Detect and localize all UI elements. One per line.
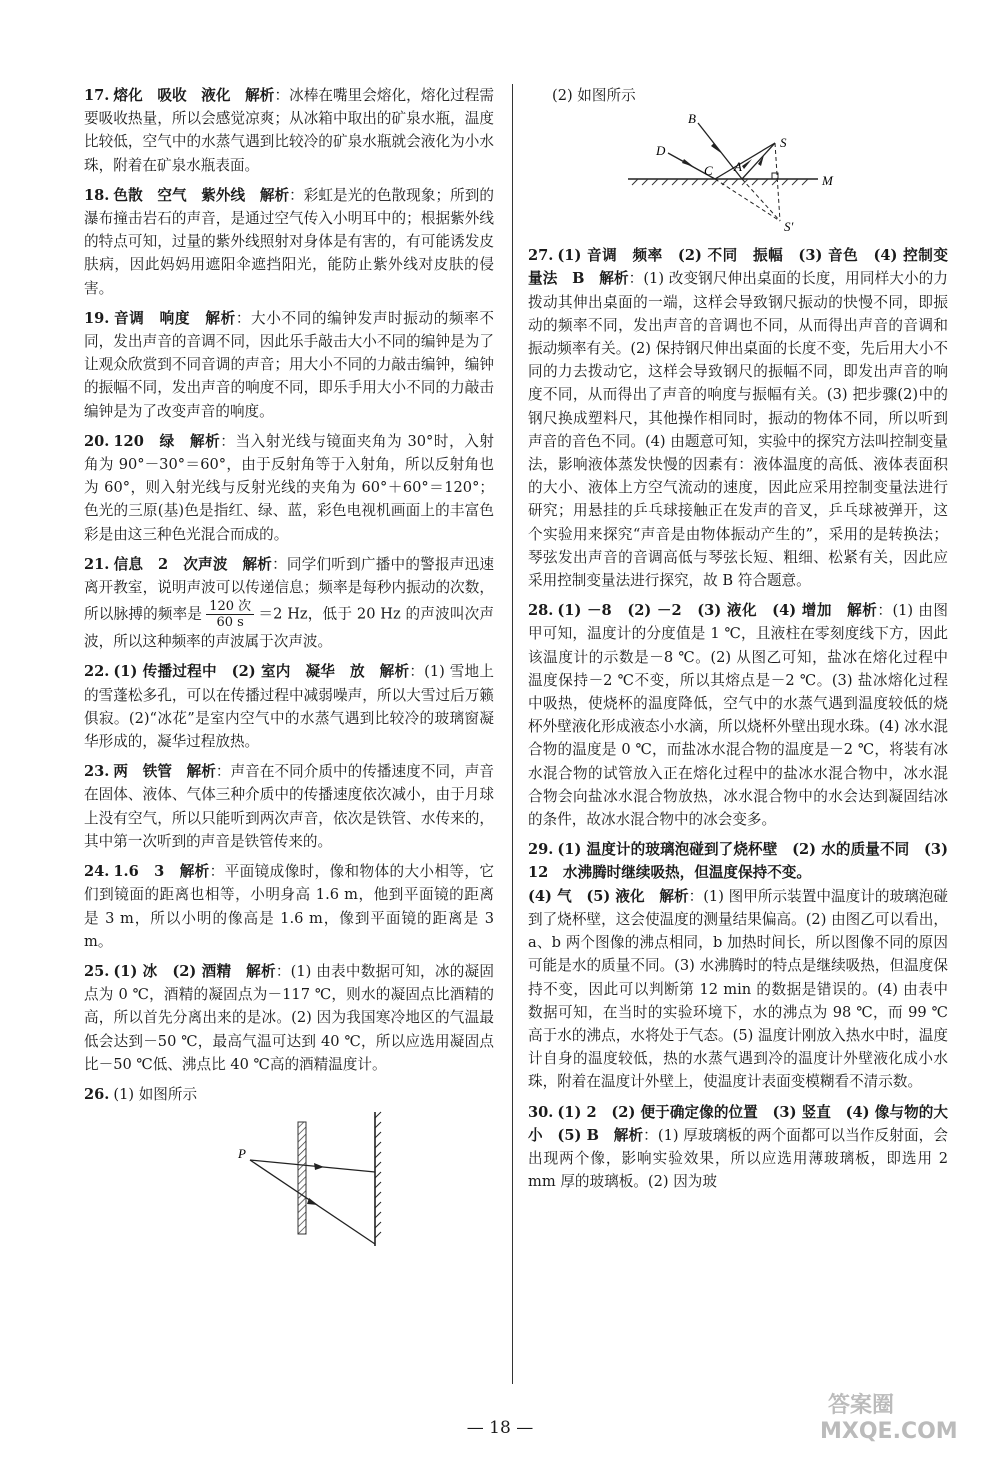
label-s-prime: S′ [784,219,794,235]
analysis-label: 解析 [613,1126,644,1144]
analysis-text: ：平面镜成像时，像和物体的大小相等，它们到镜面的距离也相等，小明身高 1.6 m，他到平面镜的距离是 3 m，所以小明的像高是 1.6 m，像到平面镜的距离是 3 m。 [84,863,494,950]
answer-text: (1) 2 (2) 便于确定像的位置 (3) 竖直 (4) 像与物的大小 (5) B [528,1103,948,1144]
analysis-text: ：(1) 厚玻璃板的两个面都可以当作反射面，会出现两个像，影响实验效果，所以应选用薄玻璃板，即选用 2 mm 厚的玻璃板。(2) 因为玻 [528,1126,948,1191]
watermark-line-2: MXQE.COM [820,1419,958,1444]
question-number: 28. [528,602,554,620]
answer-text: (2) 如图所示 [552,87,636,104]
arrow-head [682,159,694,167]
question-number: 27. [528,247,554,265]
question-number: 30. [528,1103,554,1121]
analysis-label: 解析 [847,602,878,620]
answer-27 [528,244,948,592]
watermark-line-1: 答案圈 [828,1393,895,1418]
analysis-text: ：(1) 由表中数据可知，冰的凝固点为 0 ℃，酒精的凝固点为－117 ℃，则水的凝固点比酒精的高，所以首先分离出来的是冰。(2) 因为我国寒冷地区的气温最低会达到－50 ℃，最高气温可达到 40 ℃，所以应选用凝固点比－50 ℃低、沸点比 40 ℃高的酒精温度计。 [84,962,494,1073]
mirror-hatching [632,179,808,185]
answer-21 [84,553,494,654]
arrow-head [314,1163,324,1170]
answer-text: 色散 空气 紫外线 [113,186,246,204]
answer-30 [528,1101,948,1194]
analysis-text: ：彩虹是光的色散现象；所到的瀑布撞击岩石的声音，是通过空气传入小明耳中的；根据紫外线的特点可知，过量的紫外线照射对身体是有害的，有可能诱发皮肤病，因此妈妈用遮阳伞遮挡阳光，能防止紫外线对皮肤的侵害。 [84,186,494,297]
question-number: 26. [84,1085,110,1103]
answer-text: (1) 如图所示 [113,1085,198,1103]
analysis-text-continued: ＝2 Hz，低于 20 Hz 的声波叫次声波，所以这种频率的声波属于次声波。 [84,605,494,651]
label-c: C [704,163,713,179]
fraction-denominator: 60 s [216,615,244,631]
analysis-label: 解析 [245,87,275,104]
analysis-label: 解析 [246,962,276,980]
question-number: 20. [84,432,110,450]
left-column [84,84,494,1255]
answer-23 [84,760,494,853]
analysis-label: 解析 [379,663,410,681]
answer-text: 两 铁管 [113,763,172,781]
answer-28 [528,599,948,831]
analysis-text: ：(1) 改变钢尺伸出桌面的长度，用同样大小的力拨动其伸出桌面的一端，这样会导致钢尺振动的快慢不同，即振动的频率不同，发出声音的音调也不同，从而得出声音的音调和振动频率有关。(2) 保持钢尺伸出桌面的长度不变，先后用大小不同的力去拨动它，这样会导致钢尺的振幅不同，即发出声音的响度不同，从而得出了声音的响度与振幅有关。(3) 把步骤(2)中的钢尺换成塑料尺，其他操作相同时，振动的物体不同，所以听到声音的音色不同。(4) 由题意可知，实验中的探究方法叫控制变量法，影响液体蒸发快慢的因素有：液体温度的高低、液体表面积的大小、液体上方空气流动的速度，因此应采用控制变量法进行研究；用悬挂的乒乓球接触正在发声的音叉，乒乓球被弹开，这个实验用来探究“声音是由物体振动产生的”，采用的是转换法；琴弦发出声音的音调高低与琴弦长短、粗细、松紧有关，因此应采用控制变量法进行探究，故 B 符合题意。 [528,270,948,590]
arrow-head [307,1198,318,1205]
fraction-numerator: 120 次 [206,599,254,615]
answer-text: 1.6 3 [113,863,165,881]
answer-text: (1) 温度计的玻璃泡碰到了烧杯壁 (2) 水的质量不同 (3) 12 水沸腾时继续吸热，但温度保持不变。 [528,841,948,882]
label-b: B [688,111,696,127]
answer-20 [84,430,494,546]
question-number: 21. [84,555,110,573]
label-d: D [656,143,666,159]
answer-18 [84,184,494,300]
analysis-label: 解析 [189,432,221,450]
answer-22 [84,660,494,753]
site-watermark-logo [798,1384,978,1444]
label-m: M [822,173,833,189]
analysis-text: ：大小不同的编钟发声时振动的频率不同，发出声音的音调不同，因此乐手敲击大小不同的编钟是为了让观众欣赏到不同音调的声音；用大小不同的力敲击编钟，编钟的振幅不同，发出声音的响度不同，即乐手用大小不同的力敲击编钟是为了改变声音的响度。 [84,309,494,420]
mirror-reflection-diagram-1 [84,1108,494,1248]
answer-29 [528,838,948,1093]
analysis-text: ：(1) 由图甲可知，温度计的分度值是 1 ℃，且液柱在零刻度线下方，因此该温度计的示数是－8 ℃。(2) 从图乙可知，盐冰在熔化过程中温度保持－2 ℃不变，所以其熔点是－2 ℃。(3) 盐冰熔化过程中吸热，使烧杯的温度降低，空气中的水蒸气遇到温度较低的烧杯外壁液化形成液态小水滴，所以烧杯外壁出现水珠。(4) 冰水混合物的温度是 0 ℃，而盐冰水混合物的温度是－2 ℃，将装有冰水混合物的试管放入正在熔化过程中的盐冰水混合物中，冰水混合物会向盐冰水混合物放热，冰水混合物中的水会达到凝固结冰的条件，故冰水混合物中的冰会变多。 [528,602,948,829]
answer-text: 120 绿 [113,432,175,450]
mirror-hatching [375,1112,381,1238]
question-number: 22. [84,663,110,681]
answer-24 [84,860,494,953]
analysis-label: 解析 [186,763,216,781]
answer-text: 信息 2 次声波 [113,555,228,573]
label-a: A [734,159,742,175]
analysis-label: 解析 [205,309,236,327]
normal-line [775,143,780,221]
question-number: 23. [84,763,110,781]
question-number: 29. [528,841,554,859]
question-number: 19. [84,309,110,327]
right-column [528,84,948,1200]
answer-text: (1) 传播过程中 (2) 室内 凝华 放 [113,663,365,681]
answer-text: 熔化 吸收 液化 [113,87,231,104]
answer-text: 音调 响度 [113,309,191,327]
answer-text: (1) 冰 (2) 酒精 [113,962,232,980]
frequency-fraction [206,599,254,630]
ray-reflected-c [715,143,775,179]
answer-26 [84,1083,494,1248]
analysis-label: 解析 [599,270,629,288]
answer-17 [84,84,494,177]
answer-text-continued: (4) 气 (5) 液化 [528,887,645,905]
ray-reflected-a [742,143,775,179]
analysis-label: 解析 [659,887,689,905]
analysis-text: ：(1) 图甲所示装置中温度计的玻璃泡碰到了烧杯壁，这会使温度的测量结果偏高。(2) 由图乙可以看出，a、b 两个图像的沸点相同，b 加热时间长，所以图像不同的原因可能是水的质量不同。(3) 水沸腾时的特点是继续吸热，但温度保持不变，因此可以判断第 12 min 的数据是错误的。(4) 由表中数据可知，在当时的实验环境下，水的沸点为 98 ℃，而 99 ℃高于水的沸点，水将处于气态。(5) 温度计刚放入热水中时，温度计自身的温度较低，热的水蒸气遇到冷的温度计外壁液化成小水珠，附着在温度计外壁上，使温度计表面变模糊看不清示数。 [528,887,948,1091]
glass-plate [298,1122,306,1234]
analysis-text: ：(1) 雪地上的雪蓬松多孔，可以在传播过程中减弱噪声，所以大雪过后万籁俱寂。(2)“冰花”是室内空气中的水蒸气遇到比较冷的玻璃窗凝华形成的，凝华过程放热。 [84,663,494,751]
mirror-reflection-diagram-2 [528,109,948,237]
arrow-head [711,143,721,153]
answer-25 [84,960,494,1076]
page-number: — 18 — [466,1418,534,1438]
label-s: S [780,135,787,151]
column-divider [512,84,513,1384]
analysis-text: ：同学们听到广播中的警报声迅速离开教室，说明声波可以传递信息；频率是每秒内振动的次数，所以脉搏的频率是 [84,555,494,623]
answer-19 [84,307,494,423]
analysis-label: 解析 [259,186,290,204]
analysis-label: 解析 [179,863,210,881]
analysis-text: ：声音在不同介质中的传播速度不同，声音在固体、液体、气体三种介质中的传播速度依次减小，由于月球上没有空气，所以只能听到两次声音，依次是铁管、水传来的，其中第一次听到的声音是铁管传来的。 [84,763,494,850]
question-number: 25. [84,962,110,980]
question-number: 24. [84,863,110,881]
analysis-text: ：冰棒在嘴里会熔化，熔化过程需要吸收热量，所以会感觉凉爽；从冰箱中取出的矿泉水瓶，温度比较低，空气中的水蒸气遇到比较冷的矿泉水瓶就会液化为小水珠，附着在矿泉水瓶表面。 [84,87,494,174]
point-p-label: P [238,1146,246,1162]
answer-text: (1) 音调 频率 (2) 不同 振幅 (3) 音色 (4) 控制变量法 B [528,247,948,288]
question-number: 17. [84,87,110,104]
answer-text: (1) －8 (2) －2 (3) 液化 (4) 增加 [557,602,832,620]
analysis-text: ：当入射光线与镜面夹角为 30°时，入射角为 90°－30°＝60°，由于反射角等于入射角，所以反射角也为 60°，则入射光线与反射光线的夹角为 60°＋60°＝120°；色光的三原(基)色是指红、绿、蓝，彩色电视机画面上的丰富色彩是由这三种色光混合而成的。 [84,432,494,543]
answer-26-part-2 [528,84,948,237]
ray-upper [250,1160,375,1172]
question-number: 18. [84,186,110,204]
analysis-label: 解析 [242,555,273,573]
